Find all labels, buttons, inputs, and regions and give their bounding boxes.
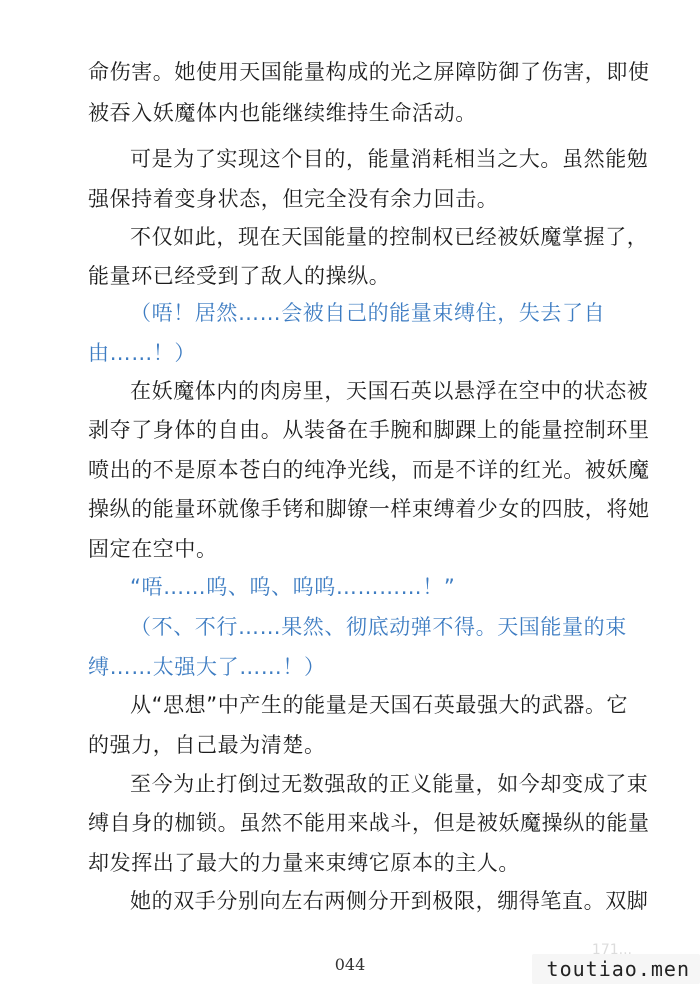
text-line: 在妖魔体内的肉房里，天国石英以悬浮在空中的状态被 bbox=[130, 379, 649, 403]
watermark-faint-text: 171... bbox=[591, 942, 632, 958]
inner-thought-line: （唔！居然……会被自己的能量束缚住，失去了自 bbox=[130, 301, 606, 325]
dialogue-line: “唔……呜、呜、呜呜…………！” bbox=[130, 575, 456, 599]
text-line: 能量环已经受到了敌人的操纵。 bbox=[88, 264, 391, 288]
text-line: 操纵的能量环就像手铐和脚镣一样束缚着少女的四肢，将她 bbox=[88, 497, 650, 521]
text-line: 不仅如此，现在天国能量的控制权已经被妖魔掌握了， bbox=[130, 225, 649, 249]
text-line: 却发挥出了最大的力量来束缚它原本的主人。 bbox=[88, 851, 520, 875]
text-line: 可是为了实现这个目的，能量消耗相当之大。虽然能勉 bbox=[130, 147, 649, 171]
text-line: 喷出的不是原本苍白的纯净光线，而是不详的红光。被妖魔 bbox=[88, 458, 650, 482]
page-number: 044 bbox=[334, 955, 366, 974]
inner-thought-line: （不、不行……果然、彻底动弹不得。天国能量的束 bbox=[130, 615, 627, 639]
text-line: 固定在空中。 bbox=[88, 537, 218, 561]
text-line: 从“思想”中产生的能量是天国石英最强大的武器。它 bbox=[130, 693, 629, 717]
text-line: 至今为止打倒过无数强敌的正义能量，如今却变成了束 bbox=[130, 772, 649, 796]
text-line: 缚自身的枷锁。虽然不能用来战斗，但是被妖魔操纵的能量 bbox=[88, 811, 650, 835]
text-line: 强保持着变身状态，但完全没有余力回击。 bbox=[88, 187, 499, 211]
watermark-text: toutiao.men bbox=[546, 957, 690, 981]
text-line: 的强力，自己最为清楚。 bbox=[88, 733, 326, 757]
inner-thought-line: 由……！） bbox=[88, 341, 196, 365]
text-line: 命伤害。她使用天国能量构成的光之屏障防御了伤害，即使 bbox=[88, 60, 650, 84]
inner-thought-line: 缚……太强大了……！） bbox=[88, 655, 326, 679]
text-line: 被吞入妖魔体内也能继续维持生命活动。 bbox=[88, 101, 477, 125]
text-line: 她的双手分别向左右两侧分开到极限，绷得笔直。双脚 bbox=[130, 889, 649, 913]
text-line: 剥夺了身体的自由。从装备在手腕和脚踝上的能量控制环里 bbox=[88, 418, 650, 442]
